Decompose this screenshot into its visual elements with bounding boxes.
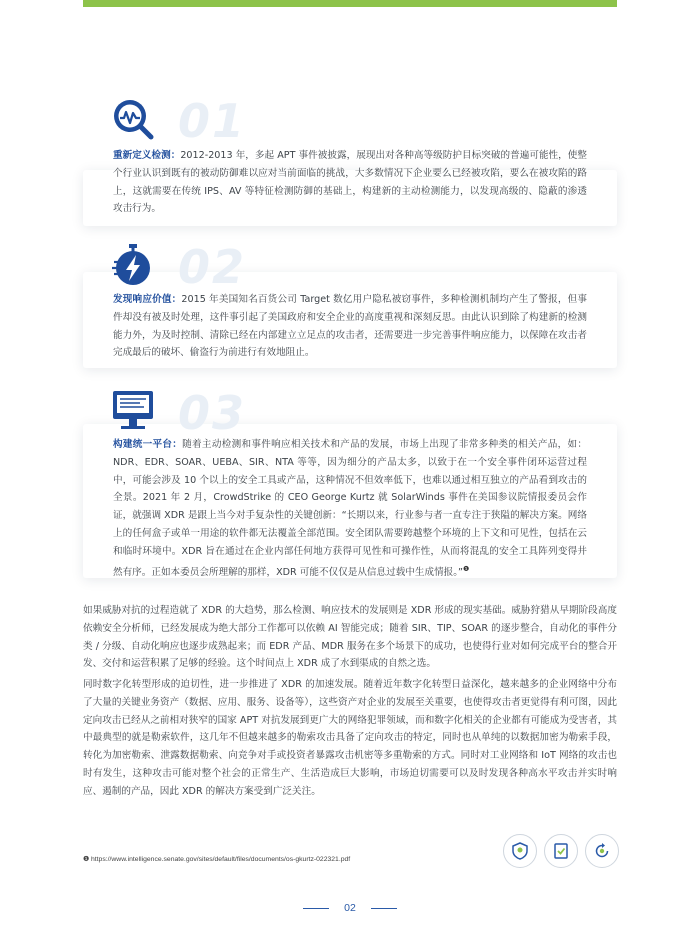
card-number: 02 xyxy=(178,240,247,294)
refresh-cycle-icon xyxy=(585,834,619,868)
body-paragraph: 如果威胁对抗的过程造就了 XDR 的大趋势，那么检测、响应技术的发展则是 XDR 形成的现实基础。威胁狩猎从早期阶段高度依赖安全分析师，已经发展成为绝大部分工作都可以依赖 AI 智能完成；随着 SIR、TIP、SOAR 的逐步整合，自动化的事件分类 / 分级、自动化响应也逐步成熟起来；而 EDR 产品、MDR 服务在多个场景下的成功，也使得行业对如何完成平台的整合开发、交付和运营积累了足够的经验。这个时间点上 XDR 成了水到渠成的自然之选。 xyxy=(83,605,617,670)
body-paragraph: 同时数字化转型形成的迫切性，进一步推进了 XDR 的加速发展。随着近年数字化转型日益深化，越来越多的企业网络中分布了大量的关键业务资产（数据、应用、服务、设备等），这些资产对企业的发展至关重要，也使得攻击者更觉得有利可图，因此定向攻击已经从之前相对狭窄的国家 APT 对抗发展到更广大的网络犯罪领域，而和数字化相关的企业都有可能成为受害者，其中最典型的就是勒索软件，这几年不但越来越多的勒索攻击具备了定向攻击的特定，同时也从单纯的以数据加密为勒索手段，转化为加密勒索、泄露数据勒索、向竞争对手或投资者暴露攻击机密等多重勒索的方式。同时对工业网络和 IoT 网络的攻击也时有发生，这种攻击可能对整个社会的正常生产、生活造成巨大影响，市场迫切需要可以及时发现各种高水平攻击并实时响应、遏制的产品，因此 XDR 的解决方案受到广泛关注。 xyxy=(83,679,617,797)
card-number: 01 xyxy=(178,94,247,148)
page-divider-right xyxy=(371,908,397,909)
card-response-value xyxy=(83,272,617,368)
footnote xyxy=(83,855,350,863)
page-number: 02 xyxy=(344,902,356,914)
footnote-link[interactable]: https://www.intelligence.senate.gov/sites/default/files/documents/os-gkurtz-022321.pdf xyxy=(90,856,351,863)
card-number: 03 xyxy=(178,386,247,440)
top-accent-bar xyxy=(83,0,617,7)
chart-magnifier-icon xyxy=(110,96,156,142)
card-body: 2015 年美国知名百货公司 Target 数亿用户隐私被窃事件，多种检测机制均产生了警报，但事件却没有被及时处理，这件事引起了美国政府和安全企业的高度重视和深刻反思。由此认识到除了构建新的检测能力外，为及时控制、清除已经在内部建立立足点的攻击者，还需要进一步完善事件响应能力，以保障在攻击者完成最后的破坏、偷盗行为前进行有效地阻止。 xyxy=(113,294,587,359)
page-divider-left xyxy=(303,908,329,909)
card-title: 重新定义检测： xyxy=(113,150,181,161)
card-body: 随着主动检测和事件响应相关技术和产品的发展，市场上出现了非常多种类的相关产品，如：NDR、EDR、SOAR、UEBA、SIR、NTA 等等，因为细分的产品太多，以致于在一个安全事件闭环运营过程中，可能会涉及 10 个以上的安全工具或产品，这种情况不但效率低下，也难以通过相互独立的产品看到攻击的全景。2021 年 2 月，CrowdStrike 的 CEO George Kurtz 就 SolarWinds 事件在美国参议院情报委员会作证，就强调 XDR 是跟上当今对手复杂性的关键创新：“长期以来，行业参与者一直专注于狭隘的解决方案。网络上的任何盒子或单一用途的软件都无法覆盖全部范围。安全团队需要跨越整个环境的上下文和可见性，包括在云和临时环境中。XDR 旨在通过在企业内部任何地方获得可见性和可操作性，从而将混乱的安全工具阵列变得井然有序。正如本委员会所理解的那样，XDR 可能不仅仅是从信息过载中生成情报。” xyxy=(113,439,588,578)
card-body: 2012-2013 年，多起 APT 事件被披露，展现出对各种高等级防护目标突破的普遍可能性，使整个行业认识到既有的被动防御难以应对当前面临的挑战，大多数情况下企业要么已经被攻陷，要么在被攻陷的路上，这就需要在传统 IPS、AV 等特征检测防御的基础上，构建新的主动检测能力，以发现高级的、隐蔽的渗透攻击行为。 xyxy=(113,150,588,215)
clipboard-check-icon xyxy=(544,834,578,868)
footnote-marker: ❶ xyxy=(83,856,90,863)
card-title: 构建统一平台： xyxy=(113,439,183,450)
card-title: 发现响应价值： xyxy=(113,294,182,305)
card-redefine-detection xyxy=(83,150,617,226)
card-unified-platform xyxy=(83,424,617,578)
shield-icon xyxy=(503,834,537,868)
monitor-icon xyxy=(110,388,156,434)
stopwatch-lightning-icon xyxy=(110,242,156,288)
footnote-marker: ❶ xyxy=(463,564,470,573)
